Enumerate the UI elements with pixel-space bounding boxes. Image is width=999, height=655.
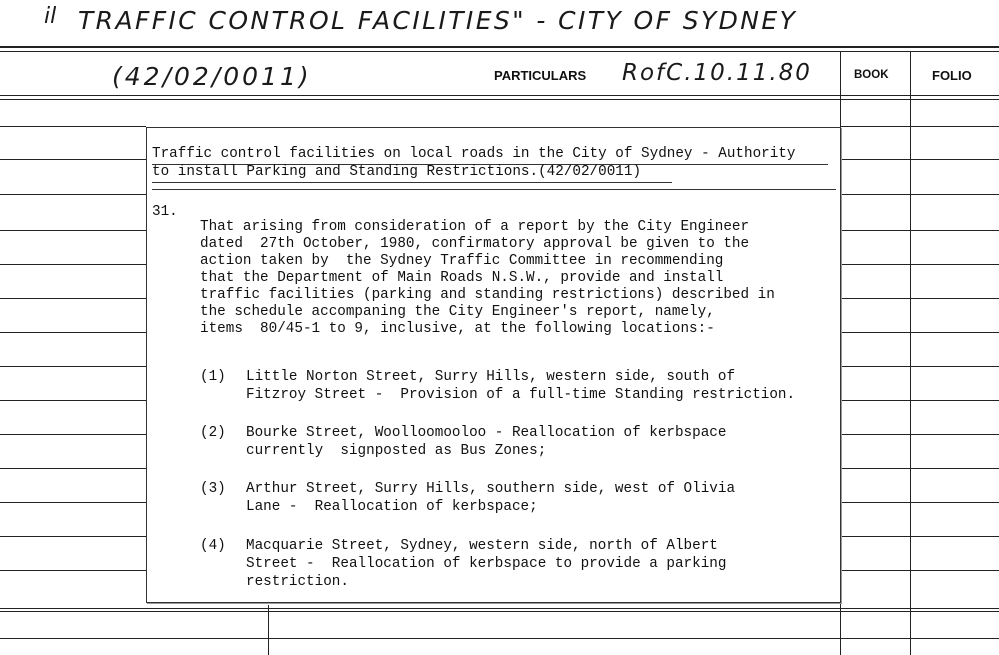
heading-rule [152, 189, 836, 190]
ruled-line [840, 502, 999, 503]
location-line: Bourke Street, Woolloomooloo - Reallocation of kerbspace [246, 425, 727, 441]
bottom-rule [0, 608, 999, 609]
intro-line: dated 27th October, 1980, confirmatory approval be given to the [200, 236, 750, 252]
location-line: Macquarie Street, Sydney, western side, north of Albert [246, 538, 718, 554]
bottom-rule-2 [0, 611, 999, 612]
particulars-label: PARTICULARS [494, 68, 587, 83]
ruled-line [0, 264, 146, 265]
ruled-line [0, 126, 146, 127]
location-number: (2) [200, 425, 226, 441]
ruled-line [840, 434, 999, 435]
ruled-line [840, 264, 999, 265]
location-number: (4) [200, 538, 226, 554]
ruled-line [840, 400, 999, 401]
header-bottom-rule-2 [0, 99, 999, 100]
location-line: Lane - Reallocation of kerbspace; [246, 499, 538, 515]
column-divider-folio [910, 51, 911, 655]
ruled-line [0, 536, 146, 537]
ruled-line [840, 298, 999, 299]
location-line: Street - Reallocation of kerbspace to provide a parking [246, 556, 727, 572]
ruled-line [0, 159, 146, 160]
intro-line: items 80/45-1 to 9, inclusive, at the following locations:- [200, 321, 715, 337]
ruled-line [0, 502, 146, 503]
intro-line: action taken by the Sydney Traffic Committee in recommending [200, 253, 724, 269]
pasted-minute-slip [146, 127, 841, 603]
ruled-line [0, 366, 146, 367]
heading-underline-2 [152, 182, 672, 183]
ruled-line [840, 194, 999, 195]
item-number: 31. [152, 204, 178, 220]
ruled-line [840, 536, 999, 537]
intro-line: traffic facilities (parking and standing restrictions) described in [200, 287, 775, 303]
ruled-line [840, 332, 999, 333]
ruled-line [0, 332, 146, 333]
ruled-line [0, 468, 146, 469]
ruled-line [0, 298, 146, 299]
location-line: restriction. [246, 574, 349, 590]
title-mark: il [44, 4, 57, 29]
location-line: currently signposted as Bus Zones; [246, 443, 547, 459]
location-line: Little Norton Street, Surry Hills, western side, south of [246, 369, 736, 385]
ruled-line [840, 570, 999, 571]
top-rule-2 [0, 51, 999, 52]
slip-heading-line-2: to install Parking and Standing Restrictions.(42/02/0011) [152, 164, 642, 180]
ruled-line [0, 434, 146, 435]
column-divider-left [268, 605, 269, 655]
location-line: Fitzroy Street - Provision of a full-time Standing restriction. [246, 387, 796, 403]
ruled-line [840, 159, 999, 160]
intro-line: That arising from consideration of a report by the City Engineer [200, 219, 750, 235]
location-number: (1) [200, 369, 226, 385]
book-label: BOOK [854, 69, 889, 81]
top-double-rule [0, 46, 999, 48]
ruled-line [0, 570, 146, 571]
ruled-line [0, 638, 999, 639]
ruled-line [0, 400, 146, 401]
location-line: Arthur Street, Surry Hills, southern side, west of Olivia [246, 481, 736, 497]
handwritten-title: TRAFFIC CONTROL FACILITIES" - CITY OF SYDNEY [78, 6, 798, 35]
ruled-line [0, 194, 146, 195]
ruled-line [840, 230, 999, 231]
ruled-line [840, 366, 999, 367]
handwritten-particulars: RofC.10.11.80 [622, 60, 812, 86]
ruled-line [840, 126, 999, 127]
slip-heading-line-1: Traffic control facilities on local roads in the City of Sydney - Authority [152, 146, 796, 162]
ruled-line [0, 230, 146, 231]
header-bottom-rule [0, 95, 999, 96]
folio-label: FOLIO [932, 68, 972, 83]
ruled-line [840, 468, 999, 469]
location-number: (3) [200, 481, 226, 497]
intro-line: the schedule accompaning the City Engineer's report, namely, [200, 304, 715, 320]
file-reference: (42/02/0011) [112, 62, 312, 91]
intro-line: that the Department of Main Roads N.S.W., provide and install [200, 270, 724, 286]
